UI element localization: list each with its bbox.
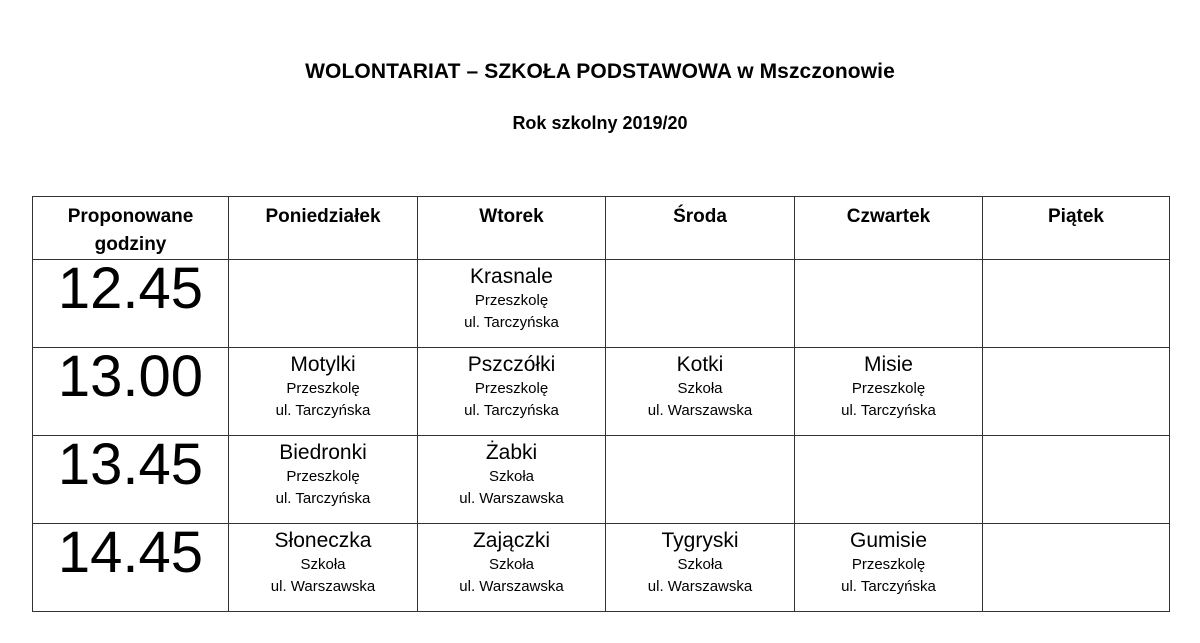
group-name: Zajączki (472, 529, 551, 552)
header-hours: Proponowane godziny (33, 197, 229, 260)
group-street: ul. Tarczyńska (464, 402, 559, 419)
cell-tuesday (418, 436, 606, 524)
group-name: Żabki (485, 441, 538, 464)
cell-tuesday (418, 348, 606, 436)
cell-monday (229, 436, 418, 524)
table-row (33, 260, 1170, 348)
group-street: ul. Tarczyńska (464, 314, 559, 331)
schedule-table (32, 196, 1170, 612)
table-row (33, 348, 1170, 436)
group-place: Przeszkolę (286, 468, 360, 485)
cell-wednesday (606, 348, 795, 436)
group-place: Szkoła (677, 380, 723, 397)
document-title: WOLONTARIAT – SZKOŁA PODSTAWOWA w Mszczonowie (305, 60, 895, 83)
group-name: Pszczółki (467, 353, 556, 376)
table-row (33, 524, 1170, 612)
time-cell: 13.00 (33, 348, 229, 436)
cell-friday (983, 348, 1170, 436)
time-cell: 12.45 (33, 260, 229, 348)
group-name: Motylki (290, 353, 356, 376)
schedule-body (33, 256, 1170, 612)
group-place: Przeszkolę (851, 380, 926, 397)
group-street: ul. Tarczyńska (841, 402, 936, 419)
group-street: ul. Tarczyńska (275, 490, 371, 507)
group-place: Przeszkolę (851, 556, 926, 573)
cell-wednesday (606, 260, 795, 348)
header-tuesday: Wtorek (418, 197, 606, 260)
cell-friday (983, 524, 1170, 612)
cell-monday (229, 348, 418, 436)
group-place: Szkoła (488, 468, 535, 485)
group-street: ul. Tarczyńska (841, 578, 936, 595)
group-place: Szkoła (488, 556, 535, 573)
cell-thursday (795, 348, 983, 436)
group-street: ul. Warszawska (647, 402, 753, 419)
document-subtitle: Rok szkolny 2019/20 (512, 113, 688, 133)
cell-monday (229, 260, 418, 348)
header-monday: Poniedziałek (229, 197, 418, 260)
group-place: Przeszkolę (474, 292, 549, 309)
group-name: Misie (863, 353, 913, 376)
time-cell: 14.45 (33, 524, 229, 612)
cell-thursday (795, 260, 983, 348)
group-street: ul. Warszawska (459, 578, 564, 595)
group-name: Gumisie (849, 529, 928, 552)
cell-wednesday (606, 436, 795, 524)
cell-friday (983, 260, 1170, 348)
cell-thursday (795, 524, 983, 612)
group-place: Przeszkolę (286, 380, 360, 397)
group-street: ul. Warszawska (647, 578, 753, 595)
header-wednesday: Środa (606, 197, 795, 260)
cell-tuesday (418, 524, 606, 612)
header-thursday: Czwartek (795, 197, 983, 260)
group-name: Krasnale (470, 265, 553, 288)
cell-friday (983, 436, 1170, 524)
group-name: Słoneczka (274, 529, 372, 552)
table-row (33, 436, 1170, 524)
cell-tuesday (418, 260, 606, 348)
header-friday: Piątek (983, 197, 1170, 260)
group-name: Biedronki (279, 441, 367, 464)
group-name: Tygryski (661, 529, 739, 552)
cell-monday (229, 524, 418, 612)
group-street: ul. Warszawska (270, 578, 376, 595)
header-row (33, 197, 1170, 260)
group-street: ul. Tarczyńska (275, 402, 371, 419)
group-place: Szkoła (300, 556, 346, 573)
group-place: Szkoła (677, 556, 723, 573)
group-name: Kotki (676, 353, 724, 376)
cell-thursday (795, 436, 983, 524)
group-street: ul. Warszawska (459, 490, 564, 507)
time-cell: 13.45 (33, 436, 229, 524)
cell-wednesday (606, 524, 795, 612)
group-place: Przeszkolę (474, 380, 549, 397)
